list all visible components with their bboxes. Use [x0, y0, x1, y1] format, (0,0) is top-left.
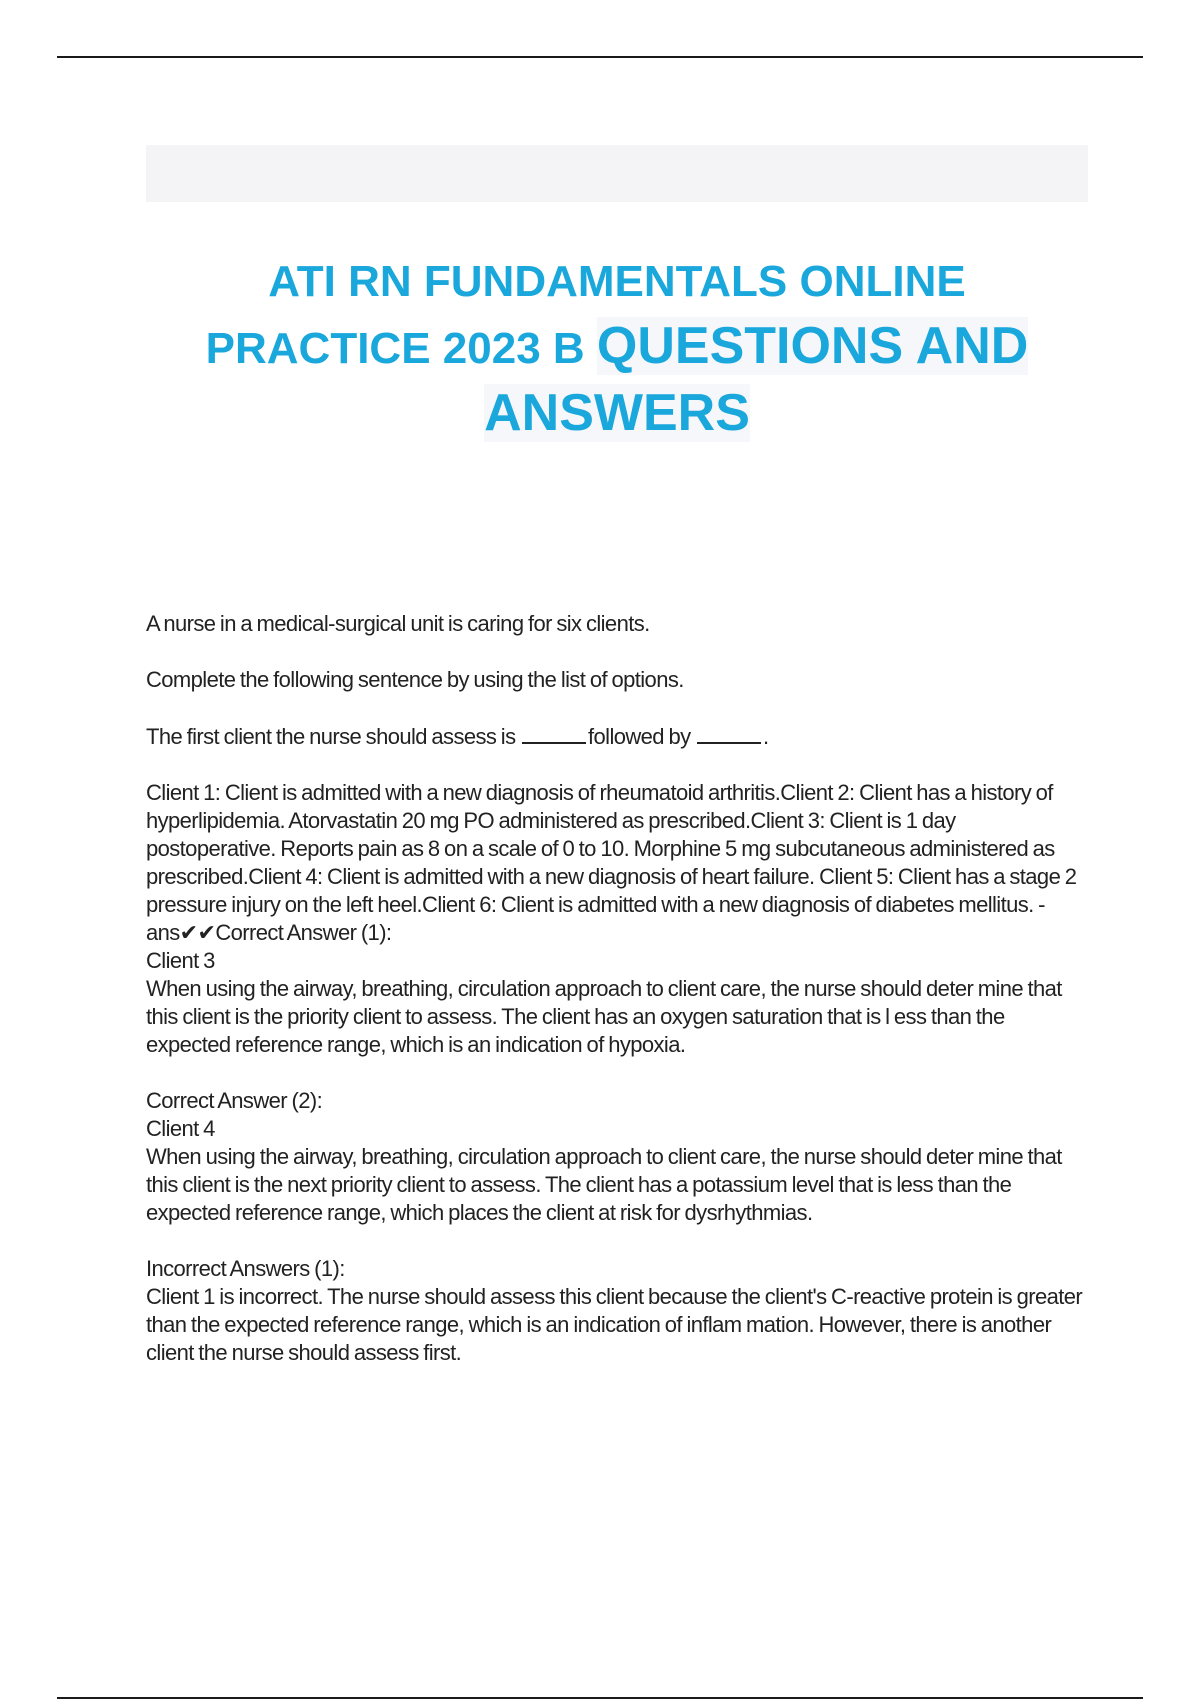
question-content: [146, 610, 1088, 1395]
title-line-2-a: PRACTICE 2023 B: [205, 324, 597, 373]
answer1-client: Client 3: [146, 948, 215, 973]
question-instruction: Complete the following sentence by using the list of options.: [146, 667, 684, 692]
answer1-text: When using the airway, breathing, circulation approach to client care, the nurse should deter mine that this client is the priority client to assess. The client has an oxygen saturation that is l ess than the expected reference range, which is an indication of hypoxia.: [146, 976, 1062, 1057]
title-line-2-b: QUESTIONS AND: [596, 317, 1029, 375]
answer2-client: Client 4: [146, 1116, 215, 1141]
clients-text: Client 1: Client is admitted with a new diagnosis of rheumatoid arthritis.Client 2: Client has a history of hyperlipidemia. Atorvastatin 20 mg PO administered as prescribed.Client 3: Client is 1 day postoperative. Reports pain as 8 on a scale of 0 to 10. Morphine 5 mg subcutaneous administered as prescribed.Client 4: Client is admitted with a new diagnosis of heart failure. Client 5: Client has a stage 2 pressure injury on the left heel.Client 6: Client is admitted with a new diagnosis of diabetes mellitus. - ans: [146, 780, 1077, 945]
check-marks-icon: ✔✔: [179, 920, 216, 945]
document-title: [146, 250, 1088, 448]
answer2-block: [146, 1087, 1088, 1227]
incorrect-block: [146, 1255, 1088, 1367]
header-banner: [146, 145, 1088, 202]
clients-and-answer: [146, 779, 1088, 1059]
question-sentence: The first client the nurse should assess is followed by .: [146, 724, 769, 749]
title-line-2: [146, 314, 1088, 381]
bottom-rule: [57, 1697, 1143, 1699]
incorrect-label: Incorrect Answers (1):: [146, 1256, 345, 1281]
blank-2: [697, 722, 761, 744]
top-rule: [57, 56, 1143, 58]
blank-1: [522, 722, 586, 744]
answer1-label: Correct Answer (1):: [215, 920, 392, 945]
question-intro: A nurse in a medical-surgical unit is caring for six clients.: [146, 611, 650, 636]
answer2-text: When using the airway, breathing, circulation approach to client care, the nurse should deter mine that this client is the next priority client to assess. The client has a potassium level that is less than the expected reference range, which places the client at risk for dysrhythmias.: [146, 1144, 1062, 1225]
incorrect-text: Client 1 is incorrect. The nurse should assess this client because the client's C-reactive protein is greater than the expected reference range, which is an indication of inflam mation. However, there is another client the nurse should assess first.: [146, 1284, 1083, 1365]
answer2-label: Correct Answer (2):: [146, 1088, 323, 1113]
title-line-1: ATI RN FUNDAMENTALS ONLINE: [268, 257, 966, 306]
title-line-3: ANSWERS: [484, 384, 750, 442]
